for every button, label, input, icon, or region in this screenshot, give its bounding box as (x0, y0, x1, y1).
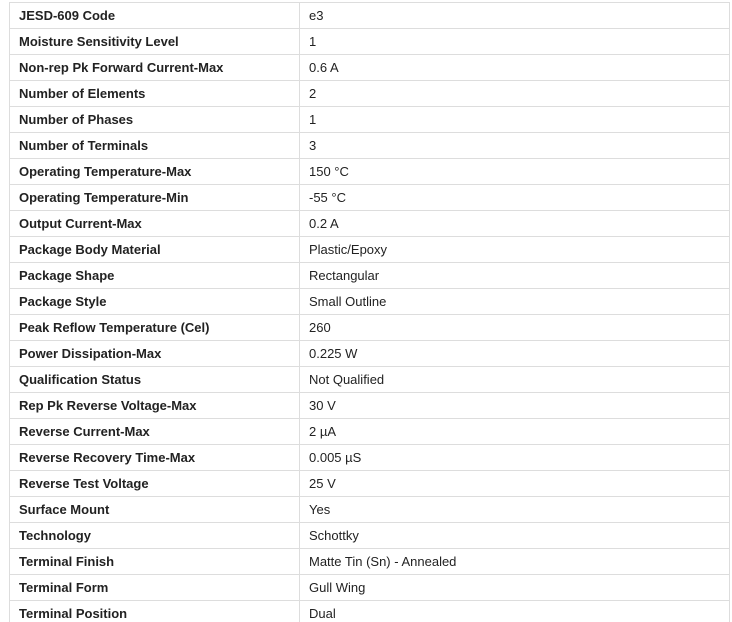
spec-value: 0.005 µS (300, 445, 730, 471)
spec-label: Reverse Test Voltage (10, 471, 300, 497)
table-row (10, 549, 730, 575)
spec-value: 0.2 A (300, 211, 730, 237)
spec-value: Dual (300, 601, 730, 622)
spec-label: Technology (10, 523, 300, 549)
spec-value: 2 µA (300, 419, 730, 445)
spec-value: -55 °C (300, 185, 730, 211)
table-row (10, 159, 730, 185)
table-row (10, 601, 730, 622)
table-row (10, 393, 730, 419)
spec-label: Package Shape (10, 263, 300, 289)
spec-label: Operating Temperature-Min (10, 185, 300, 211)
spec-value: 0.225 W (300, 341, 730, 367)
spec-value: Plastic/Epoxy (300, 237, 730, 263)
spec-value: 25 V (300, 471, 730, 497)
spec-label: Output Current-Max (10, 211, 300, 237)
table-row (10, 185, 730, 211)
spec-label: Terminal Finish (10, 549, 300, 575)
table-row (10, 55, 730, 81)
table-row (10, 367, 730, 393)
specifications-table-body (10, 3, 730, 622)
table-row (10, 81, 730, 107)
table-row (10, 263, 730, 289)
table-row (10, 107, 730, 133)
table-row (10, 3, 730, 29)
spec-label: Package Body Material (10, 237, 300, 263)
spec-label: Number of Terminals (10, 133, 300, 159)
spec-value: Small Outline (300, 289, 730, 315)
table-row (10, 445, 730, 471)
spec-value: 260 (300, 315, 730, 341)
spec-value: 30 V (300, 393, 730, 419)
table-row (10, 289, 730, 315)
spec-label: Package Style (10, 289, 300, 315)
spec-value: 1 (300, 29, 730, 55)
table-row (10, 133, 730, 159)
spec-label: Rep Pk Reverse Voltage-Max (10, 393, 300, 419)
spec-label: Power Dissipation-Max (10, 341, 300, 367)
table-row (10, 497, 730, 523)
table-row (10, 29, 730, 55)
spec-value: 3 (300, 133, 730, 159)
table-row (10, 211, 730, 237)
table-row (10, 341, 730, 367)
spec-label: Non-rep Pk Forward Current-Max (10, 55, 300, 81)
spec-label: JESD-609 Code (10, 3, 300, 29)
spec-value: Gull Wing (300, 575, 730, 601)
spec-value: 1 (300, 107, 730, 133)
spec-label: Qualification Status (10, 367, 300, 393)
spec-label: Surface Mount (10, 497, 300, 523)
spec-label: Number of Phases (10, 107, 300, 133)
table-row (10, 471, 730, 497)
spec-label: Reverse Current-Max (10, 419, 300, 445)
spec-value: Yes (300, 497, 730, 523)
table-row (10, 523, 730, 549)
spec-value: 2 (300, 81, 730, 107)
spec-label: Operating Temperature-Max (10, 159, 300, 185)
table-row (10, 419, 730, 445)
spec-label: Terminal Position (10, 601, 300, 622)
spec-value: 0.6 A (300, 55, 730, 81)
spec-label: Terminal Form (10, 575, 300, 601)
spec-label: Number of Elements (10, 81, 300, 107)
spec-value: Not Qualified (300, 367, 730, 393)
spec-value: Matte Tin (Sn) - Annealed (300, 549, 730, 575)
table-row (10, 237, 730, 263)
spec-value: Rectangular (300, 263, 730, 289)
spec-label: Reverse Recovery Time-Max (10, 445, 300, 471)
spec-label: Peak Reflow Temperature (Cel) (10, 315, 300, 341)
spec-value: e3 (300, 3, 730, 29)
specifications-table (9, 2, 730, 622)
spec-value: 150 °C (300, 159, 730, 185)
table-row (10, 315, 730, 341)
spec-value: Schottky (300, 523, 730, 549)
table-row (10, 575, 730, 601)
spec-label: Moisture Sensitivity Level (10, 29, 300, 55)
